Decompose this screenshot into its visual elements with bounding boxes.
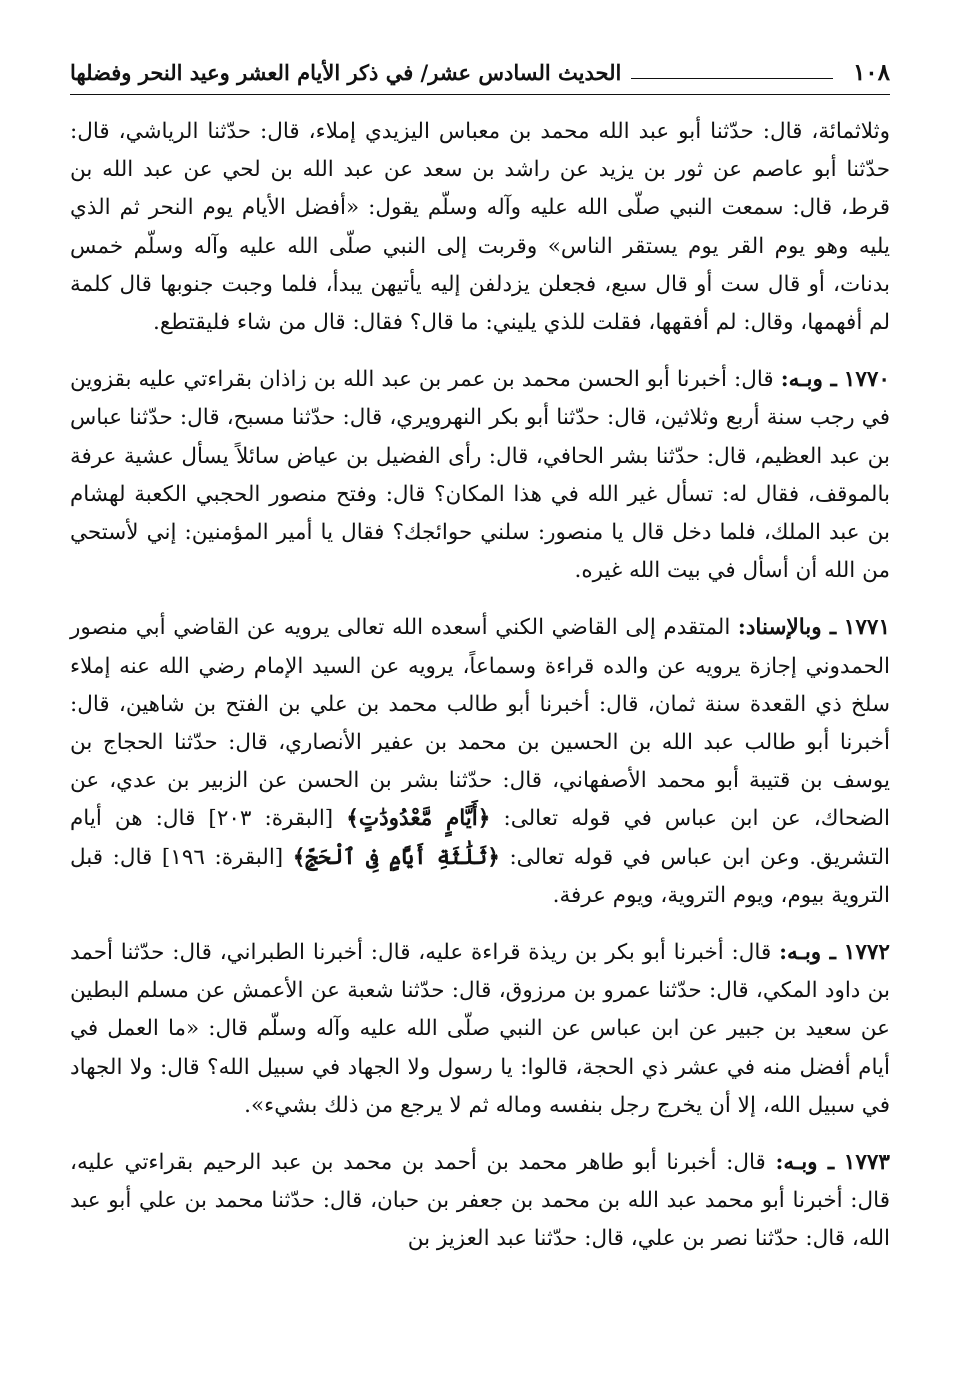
paragraph-text: المتقدم إلى القاضي الكني أسعده الله تعالى يرويه عن القاضي أبي منصور الحمدوني إجازة يرويه عن والده قراءة وسماعاً، يرويه عن السيد الإمام رضي الله عنه إملاء سلخ ذي القعدة سنة ثمان، قال: أخبرنا أبو طالب محمد بن علي بن الفتح بن شاهين، قال: أخبرنا أبو طالب عبد الله بن الحسين بن محمد بن عفير الأنصاري، قال: حدّثنا الحجاج بن يوسف بن قتيبة أبو محمد الأصفهاني، قال: حدّثنا بشر بن الحسن عن الزبير بن عدي، عن الضحاك، عن ابن عباس في قوله تعالى:	[70, 615, 891, 832]
hadith-1770	[70, 361, 890, 590]
paragraph-text: وثلاثمائة، قال: حدّثنا أبو عبد الله محمد بن معباس اليزيدي إملاء، قال: حدّثنا الرياشي، قال: حدّثنا أبو عاصم عن ثور بن يزيد عن راشد بن سعد عن عبد الله بن لحي عن عبد الله بن قرط، قال: سمعت النبي صلّى الله عليه وآله وسلّم يقول: «أفضل الأيام يوم النحر ثم الذي يليه وهو يوم القر يوم يستقر الناس» وقربت إلى النبي صلّى الله عليه وآله وسلّم خمس بدنات، أو قال ست أو قال سبع، فجعلن يزدلفن إليه يأتيهن يبدأ، فلما وجبت جنوبها قال كلمة لم أفهمها، وقال: لم أفقهها، فقلت للذي يليني: ما قال؟ فقال: قال من شاء فليقتطع.	[70, 119, 890, 336]
header-rule	[631, 78, 833, 79]
running-header	[70, 52, 890, 95]
quran-quote: ﴿أَيَّامٍ مَّعْدُودَٰتٍ﴾	[346, 806, 491, 832]
paragraph-text: قال: أخبرنا أبو بكر بن ريذة قراءة عليه، قال: أخبرنا الطبراني، قال: حدّثنا أحمد بن داود المكي، قال: حدّثنا عمرو بن مرزوق، قال: حدّثنا شعبة عن الأعمش عن مسلم البطين عن سعيد بن جبير عن ابن عباس عن النبي صلّى الله عليه وآله وسلّم قال: «ما العمل في أيام أفضل منه في عشر ذي الحجة، قالوا: يا رسول ولا الجهاد في سبيل الله؟ قال: ولا الجهاد في سبيل الله، إلا أن يخرج رجل بنفسه وماله ثم لا يرجع من ذلك بشيء».	[70, 940, 890, 1118]
paragraph-text: [البقرة: ١٩٦] قال: قبل التروية بيوم، ويوم التروية، ويوم عرفة.	[70, 844, 890, 908]
hadith-1772	[70, 934, 890, 1125]
hadith-number: ١٧٧٣	[843, 1150, 890, 1176]
hadith-lead: ـ وبـه:	[779, 940, 836, 966]
hadith-1773	[70, 1144, 890, 1259]
book-page	[70, 52, 890, 1278]
hadith-number: ١٧٧٢	[843, 940, 890, 966]
paragraph-continuation	[70, 113, 890, 342]
quran-quote: ﴿ثَلَٰثَةِ أَيَّامٍ فِى ٱلْحَجِّ﴾	[292, 844, 500, 870]
page-number: ١٠٨	[852, 58, 890, 86]
hadith-lead: ـ وبالإسناد:	[737, 615, 837, 641]
paragraph-text: قال: أخبرنا أبو طاهر محمد بن أحمد بن محمد بن عبد الرحيم بقراءتي عليه، قال: أخبرنا أبو محمد عبد الله بن محمد بن جعفر بن حبان، قال: حدّثنا محمد بن علي أبو عبد الله، قال: حدّثنا نصر بن علي، قال: حدّثنا عبد العزيز بن	[70, 1150, 890, 1252]
hadith-lead: ـ وبـه:	[780, 367, 837, 393]
hadith-lead: ـ وبـه:	[775, 1150, 835, 1176]
paragraph-text: قال: أخبرنا أبو الحسن محمد بن عمر بن عبد الله بن زاذان بقراءتي عليه بقزوين في رجب سنة أربع وثلاثين، قال: حدّثنا أبو بكر النهرويري، قال: حدّثنا مسبح، قال: حدّثنا عباس بن عبد العظيم، قال: حدّثنا بشر الحافي، قال: رأى الفضيل بن عياض سائلاً يسأل عشية عرفة بالموقف، فقال له: تسأل غير الله في هذا المكان؟ قال: وفتح منصور الحجبي الكعبة لهشام بن عبد الملك، فلما دخل قال يا منصور: سلني حوائجك؟ فقال يا أمير المؤمنين: إني لأستحي من الله أن أسأل في بيت الله غيره.	[70, 367, 890, 584]
hadith-number: ١٧٧١	[843, 615, 890, 641]
paragraph-text: [البقرة: ٢٠٣] قال: هن أيام التشريق. وعن ابن عباس في قوله تعالى:	[70, 806, 891, 870]
page-body	[70, 113, 890, 1259]
chapter-title: الحديث السادس عشر/ في ذكر الأيام العشر وعيد النحر وفضلها	[70, 59, 622, 85]
hadith-number: ١٧٧٠	[843, 367, 890, 393]
hadith-1771	[70, 609, 890, 915]
